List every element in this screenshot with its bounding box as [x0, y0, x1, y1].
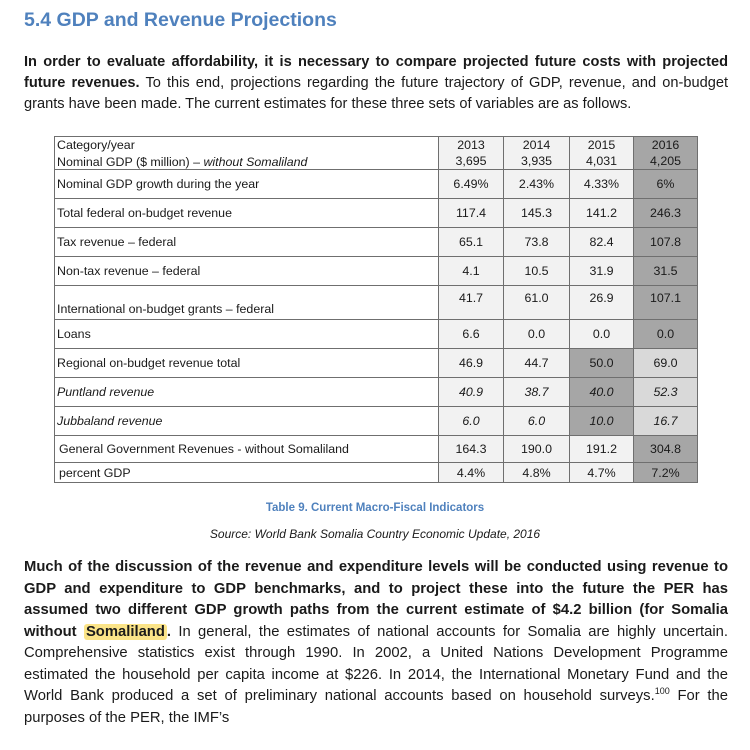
row-label [55, 152, 439, 170]
value-cell: 304.8 [634, 436, 698, 463]
value-cell: 31.9 [570, 257, 634, 286]
body-normal-end: For the purposes of the PER, the IMF’s [24, 688, 728, 726]
body-paragraph [24, 557, 728, 729]
row-label: Jubbaland revenue [55, 407, 439, 436]
value-cell: 107.1 [634, 286, 698, 320]
table-row [55, 228, 698, 257]
table-row [55, 436, 698, 463]
value-cell: 141.2 [570, 199, 634, 228]
table-row [55, 170, 698, 199]
row-label: Tax revenue – federal [55, 228, 439, 257]
table-header-row [55, 137, 698, 153]
highlighted-term: Somaliland [85, 623, 165, 640]
value-cell: 61.0 [504, 286, 570, 320]
value-cell: 4.33% [570, 170, 634, 199]
value-cell: 107.8 [634, 228, 698, 257]
row-label: Loans [55, 320, 439, 349]
value-cell: 44.7 [504, 349, 570, 378]
value-cell: 164.3 [439, 436, 504, 463]
year-cell: 2015 [570, 137, 634, 153]
value-cell: 65.1 [439, 228, 504, 257]
value-cell: 4,031 [570, 152, 634, 170]
value-cell: 31.5 [634, 257, 698, 286]
value-cell: 10.5 [504, 257, 570, 286]
row-label: International on-budget grants – federal [55, 286, 439, 320]
intro-paragraph [24, 52, 728, 115]
year-cell: 2014 [504, 137, 570, 153]
value-cell: 4.7% [570, 463, 634, 483]
value-cell: 2.43% [504, 170, 570, 199]
value-cell: 50.0 [570, 349, 634, 378]
table-row [55, 407, 698, 436]
value-cell: 3,935 [504, 152, 570, 170]
value-cell: 6.6 [439, 320, 504, 349]
table-row [55, 378, 698, 407]
value-cell: 16.7 [634, 407, 698, 436]
table-row [55, 320, 698, 349]
year-cell: 2013 [439, 137, 504, 153]
value-cell: 117.4 [439, 199, 504, 228]
row-label: Regional on-budget revenue total [55, 349, 439, 378]
row-label-main: Nominal GDP ($ million) – [57, 155, 204, 169]
intro-normal-text: To this end, projections regarding the future trajectory of GDP, revenue, and on-budget grants have been made. The current estimates for these three sets of variables are as follows. [24, 75, 729, 112]
section-heading: 5.4 GDP and Revenue Projections [24, 9, 337, 31]
row-label: Nominal GDP growth during the year [55, 170, 439, 199]
value-cell: 52.3 [634, 378, 698, 407]
intro-bold-text: In order to evaluate affordability, it is necessary to compare projected future costs with projected future revenues. [24, 54, 728, 91]
value-cell: 3,695 [439, 152, 504, 170]
value-cell: 7.2% [634, 463, 698, 483]
row-label: Puntland revenue [55, 378, 439, 407]
value-cell: 6.0 [439, 407, 504, 436]
value-cell: 4.8% [504, 463, 570, 483]
value-cell: 6.0 [504, 407, 570, 436]
row-label: General Government Revenues - without Somaliland [55, 436, 439, 463]
table-row [55, 199, 698, 228]
value-cell: 4.1 [439, 257, 504, 286]
value-cell: 6.49% [439, 170, 504, 199]
table-row [55, 286, 698, 320]
value-cell: 40.0 [570, 378, 634, 407]
value-cell: 41.7 [439, 286, 504, 320]
value-cell: 38.7 [504, 378, 570, 407]
value-cell: 0.0 [504, 320, 570, 349]
value-cell: 4.4% [439, 463, 504, 483]
value-cell: 191.2 [570, 436, 634, 463]
value-cell: 246.3 [634, 199, 698, 228]
value-cell: 0.0 [634, 320, 698, 349]
footnote-ref[interactable]: 100 [654, 686, 670, 697]
table-row [55, 257, 698, 286]
body-normal-text: In general, the estimates of national accounts for Somalia are highly uncertain. Comprehensive statistics exist through 1990. In 2002, a United Nations Development Programme estimated the household per capita income at $226. In 2014, the International Monetary Fund and the World Bank produced a set of preliminary national accounts based on household surveys. [24, 623, 728, 704]
value-cell: 40.9 [439, 378, 504, 407]
macro-fiscal-table [54, 136, 698, 483]
value-cell: 73.8 [504, 228, 570, 257]
value-cell: 82.4 [570, 228, 634, 257]
value-cell: 69.0 [634, 349, 698, 378]
row-label: Non-tax revenue – federal [55, 257, 439, 286]
row-label: Total federal on-budget revenue [55, 199, 439, 228]
header-label: Category/year [55, 137, 439, 153]
table-row [55, 152, 698, 170]
value-cell: 46.9 [439, 349, 504, 378]
value-cell: 190.0 [504, 436, 570, 463]
value-cell: 145.3 [504, 199, 570, 228]
value-cell: 6% [634, 170, 698, 199]
row-label: percent GDP [55, 463, 439, 483]
value-cell: 26.9 [570, 286, 634, 320]
table-caption: Table 9. Current Macro-Fiscal Indicators [265, 502, 485, 514]
table-row [55, 349, 698, 378]
body-bold-text: Much of the discussion of the revenue and expenditure levels will be conducted using revenue to GDP and expenditure to GDP benchmarks, and to project these into the future the PER has assumed two different GDP growth paths from the current estimate of $4.2 billion (for Somalia without [24, 559, 728, 640]
table-source: Source: World Bank Somalia Country Economic Update, 2016 [209, 527, 541, 541]
row-label-italic: without Somaliland [203, 155, 308, 169]
value-cell: 4,205 [634, 152, 698, 170]
year-cell: 2016 [634, 137, 698, 153]
body-bold-end: . [166, 623, 171, 640]
value-cell: 0.0 [570, 320, 634, 349]
table-row [55, 463, 698, 483]
value-cell: 10.0 [570, 407, 634, 436]
